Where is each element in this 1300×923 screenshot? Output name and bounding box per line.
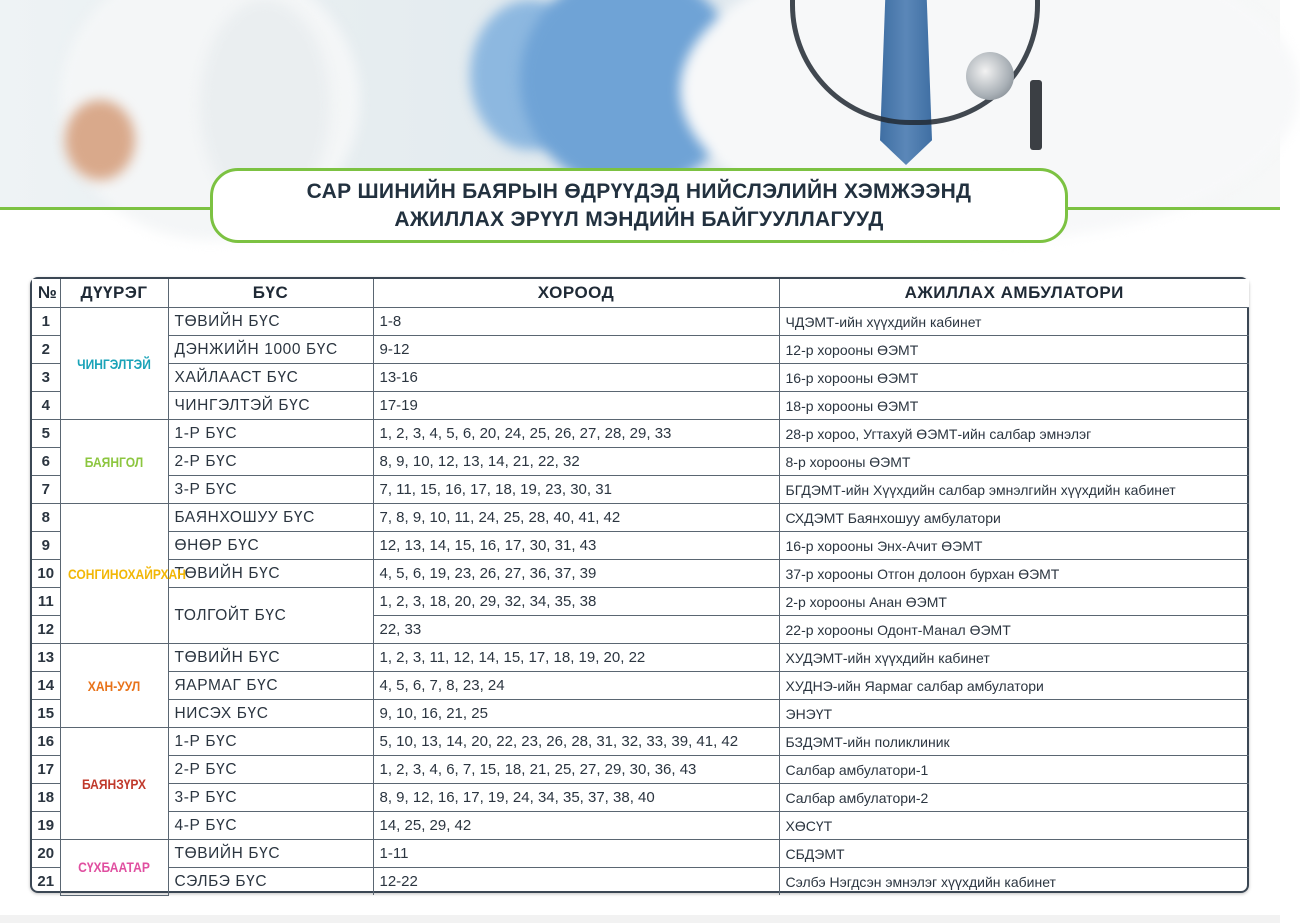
table-row	[32, 476, 1249, 504]
row-number: 1	[32, 308, 60, 336]
table-row	[32, 868, 1249, 896]
ambulatory-cell: 18-р хорооны ӨЭМТ	[779, 392, 1249, 420]
khoroo-cell: 22, 33	[373, 616, 779, 644]
khoroo-cell: 4, 5, 6, 19, 23, 26, 27, 36, 37, 39	[373, 560, 779, 588]
row-number: 2	[32, 336, 60, 364]
khoroo-cell: 14, 25, 29, 42	[373, 812, 779, 840]
bus-cell: ТӨВИЙН БҮС	[168, 644, 373, 672]
bus-cell: ӨНӨР БҮС	[168, 532, 373, 560]
row-number: 17	[32, 756, 60, 784]
table-row	[32, 364, 1249, 392]
header-khoroo: ХОРООД	[373, 279, 779, 308]
title-line-2: АЖИЛЛАХ ЭРҮҮЛ МЭНДИЙН БАЙГУУЛЛАГУУД	[394, 207, 884, 231]
header-district: ДҮҮРЭГ	[60, 279, 168, 308]
bus-cell: НИСЭХ БҮС	[168, 700, 373, 728]
row-number: 8	[32, 504, 60, 532]
bus-cell: 4-Р БҮС	[168, 812, 373, 840]
row-number: 14	[32, 672, 60, 700]
row-number: 5	[32, 420, 60, 448]
bus-cell: ЧИНГЭЛТЭЙ БҮС	[168, 392, 373, 420]
health-facilities-table	[30, 277, 1249, 893]
row-number: 20	[32, 840, 60, 868]
district-chingeltei: ЧИНГЭЛТЭЙ	[68, 308, 161, 420]
header-num: №	[32, 279, 60, 308]
bus-cell: ТОЛГОЙТ БҮС	[168, 588, 373, 644]
ambulatory-cell: 8-р хорооны ӨЭМТ	[779, 448, 1249, 476]
row-number: 15	[32, 700, 60, 728]
table-row	[32, 784, 1249, 812]
khoroo-cell: 7, 11, 15, 16, 17, 18, 19, 23, 30, 31	[373, 476, 779, 504]
khoroo-cell: 7, 8, 9, 10, 11, 24, 25, 28, 40, 41, 42	[373, 504, 779, 532]
bus-cell: БАЯНХОШУУ БҮС	[168, 504, 373, 532]
khoroo-cell: 1, 2, 3, 11, 12, 14, 15, 17, 18, 19, 20, 22	[373, 644, 779, 672]
ambulatory-cell: БЗДЭМТ-ийн поликлиник	[779, 728, 1249, 756]
row-number: 16	[32, 728, 60, 756]
table-row	[32, 644, 1249, 672]
khoroo-cell: 8, 9, 10, 12, 13, 14, 21, 22, 32	[373, 448, 779, 476]
ambulatory-cell: СХДЭМТ Баянхошуу амбулатори	[779, 504, 1249, 532]
ambulatory-cell: ЭНЭҮТ	[779, 700, 1249, 728]
ambulatory-cell: ХУДНЭ-ийн Яармаг салбар амбулатори	[779, 672, 1249, 700]
table-row	[32, 448, 1249, 476]
header-bus: БҮС	[168, 279, 373, 308]
table-row	[32, 532, 1249, 560]
khoroo-cell: 1, 2, 3, 18, 20, 29, 32, 34, 35, 38	[373, 588, 779, 616]
row-number: 11	[32, 588, 60, 616]
khoroo-cell: 1-11	[373, 840, 779, 868]
table-row	[32, 756, 1249, 784]
pen-icon	[1030, 80, 1042, 150]
table-row	[32, 672, 1249, 700]
bus-cell: 1-Р БҮС	[168, 728, 373, 756]
ambulatory-cell: БГДЭМТ-ийн Хүүхдийн салбар эмнэлгийн хүүхдийн кабинет	[779, 476, 1249, 504]
ambulatory-cell: 37-р хорооны Отгон долоон бурхан ӨЭМТ	[779, 560, 1249, 588]
khoroo-cell: 1-8	[373, 308, 779, 336]
khoroo-cell: 8, 9, 12, 16, 17, 19, 24, 34, 35, 37, 38, 40	[373, 784, 779, 812]
row-number: 9	[32, 532, 60, 560]
table-row	[32, 392, 1249, 420]
table-header-row	[32, 279, 1249, 308]
bus-cell: 2-Р БҮС	[168, 756, 373, 784]
row-number: 4	[32, 392, 60, 420]
table-row	[32, 840, 1249, 868]
header-ambulatory: АЖИЛЛАХ АМБУЛАТОРИ	[779, 279, 1249, 308]
ambulatory-cell: ХӨСҮТ	[779, 812, 1249, 840]
table-row	[32, 504, 1249, 532]
bus-cell: ТӨВИЙН БҮС	[168, 308, 373, 336]
khoroo-cell: 9, 10, 16, 21, 25	[373, 700, 779, 728]
khoroo-cell: 13-16	[373, 364, 779, 392]
khoroo-cell: 4, 5, 6, 7, 8, 23, 24	[373, 672, 779, 700]
district-bayanzurkh: БАЯНЗҮРХ	[68, 728, 161, 840]
district-songinokhairkhan: СОНГИНОХАЙРХАН	[68, 504, 161, 644]
bottom-strip	[0, 915, 1280, 923]
ambulatory-cell: 12-р хорооны ӨЭМТ	[779, 336, 1249, 364]
ambulatory-cell: 2-р хорооны Анан ӨЭМТ	[779, 588, 1249, 616]
khoroo-cell: 12-22	[373, 868, 779, 896]
bus-cell: ТӨВИЙН БҮС	[168, 840, 373, 868]
row-number: 7	[32, 476, 60, 504]
bus-cell: ЯАРМАГ БҮС	[168, 672, 373, 700]
row-number: 19	[32, 812, 60, 840]
ambulatory-cell: 28-р хороо, Угтахуй ӨЭМТ-ийн салбар эмнэлэг	[779, 420, 1249, 448]
row-number: 13	[32, 644, 60, 672]
row-number: 3	[32, 364, 60, 392]
row-number: 10	[32, 560, 60, 588]
ambulatory-cell: ЧДЭМТ-ийн хүүхдийн кабинет	[779, 308, 1249, 336]
accent-line-right	[1066, 207, 1280, 210]
bus-cell: ХАЙЛААСТ БҮС	[168, 364, 373, 392]
khoroo-cell: 1, 2, 3, 4, 5, 6, 20, 24, 25, 26, 27, 28, 29, 33	[373, 420, 779, 448]
bus-cell: ДЭНЖИЙН 1000 БҮС	[168, 336, 373, 364]
stethoscope-icon	[966, 52, 1014, 100]
ambulatory-cell: Салбар амбулатори-1	[779, 756, 1249, 784]
ambulatory-cell: 16-р хорооны ӨЭМТ	[779, 364, 1249, 392]
table-row	[32, 588, 1249, 616]
khoroo-cell: 1, 2, 3, 4, 6, 7, 15, 18, 21, 25, 27, 29, 30, 36, 43	[373, 756, 779, 784]
table-row	[32, 336, 1249, 364]
ambulatory-cell: СБДЭМТ	[779, 840, 1249, 868]
district-sukhbaatar: СҮХБААТАР	[68, 840, 161, 896]
ambulatory-cell: ХУДЭМТ-ийн хүүхдийн кабинет	[779, 644, 1249, 672]
bus-cell: 3-Р БҮС	[168, 476, 373, 504]
khoroo-cell: 9-12	[373, 336, 779, 364]
table-row	[32, 812, 1249, 840]
row-number: 21	[32, 868, 60, 896]
table-row	[32, 308, 1249, 336]
table-row	[32, 420, 1249, 448]
title-banner	[210, 168, 1068, 243]
bus-cell: ТӨВИЙН БҮС	[168, 560, 373, 588]
accent-line-left	[0, 207, 212, 210]
table-row	[32, 560, 1249, 588]
district-bayangol: БАЯНГОЛ	[68, 420, 161, 504]
doctor-hand	[65, 100, 135, 180]
khoroo-cell: 17-19	[373, 392, 779, 420]
table-row	[32, 728, 1249, 756]
bus-cell: 3-Р БҮС	[168, 784, 373, 812]
bus-cell: 2-Р БҮС	[168, 448, 373, 476]
ambulatory-cell: 16-р хорооны Энх-Ачит ӨЭМТ	[779, 532, 1249, 560]
title-line-1: САР ШИНИЙН БАЯРЫН ӨДРҮҮДЭД НИЙСЛЭЛИЙН ХЭМЖЭЭНД	[306, 179, 972, 203]
bus-cell: 1-Р БҮС	[168, 420, 373, 448]
district-khan-uul: ХАН-УУЛ	[68, 644, 161, 728]
row-number: 18	[32, 784, 60, 812]
ambulatory-cell: Сэлбэ Нэгдсэн эмнэлэг хүүхдийн кабинет	[779, 868, 1249, 896]
row-number: 12	[32, 616, 60, 644]
row-number: 6	[32, 448, 60, 476]
khoroo-cell: 5, 10, 13, 14, 20, 22, 23, 26, 28, 31, 32, 33, 39, 41, 42	[373, 728, 779, 756]
table-row	[32, 700, 1249, 728]
ambulatory-cell: Салбар амбулатори-2	[779, 784, 1249, 812]
ambulatory-cell: 22-р хорооны Одонт-Манал ӨЭМТ	[779, 616, 1249, 644]
bus-cell: СЭЛБЭ БҮС	[168, 868, 373, 896]
khoroo-cell: 12, 13, 14, 15, 16, 17, 30, 31, 43	[373, 532, 779, 560]
